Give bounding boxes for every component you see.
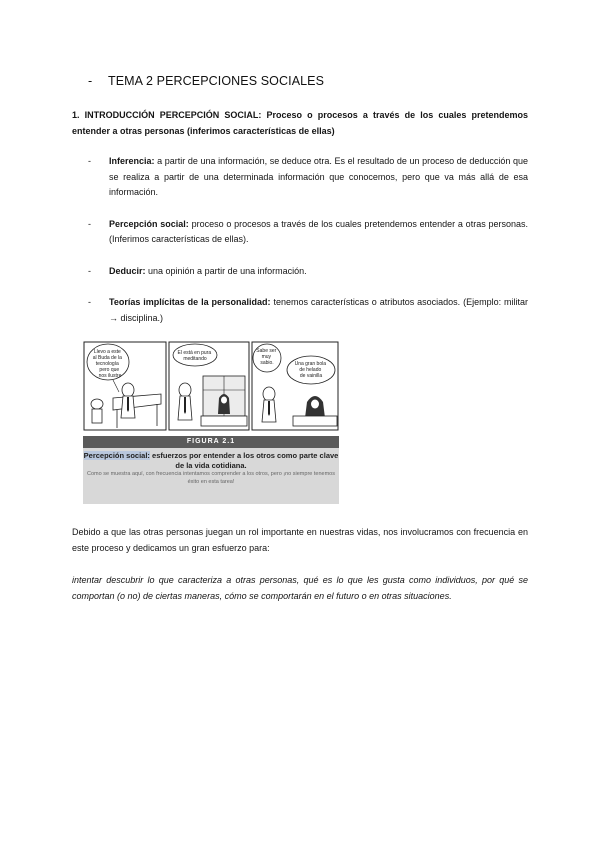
comic-figure (83, 340, 339, 504)
character-icon (178, 383, 192, 420)
bubble-text: El está en pura (177, 350, 212, 356)
list-bullet: - (88, 218, 91, 229)
bubble-text: pero que (99, 367, 120, 373)
bubble-text: tecnología (95, 361, 119, 367)
heading-bullet: - (88, 74, 93, 88)
bubble-text: al Buda de la (92, 355, 122, 361)
character-icon (218, 394, 230, 414)
term-inferencia: Inferencia: (109, 156, 155, 166)
definition-inferencia: a partir de una información, se deduce otra. Es el resultado de un proceso de deducción que se realiza a partir de una determinada información que conocemos, pero que va más allá de esa información. (109, 156, 528, 197)
bubble-text: meditando (183, 356, 207, 362)
term-percepcion-social: Percepción social: (109, 218, 189, 229)
bubble-text: Llevo a este (93, 349, 121, 355)
intro-paragraph (72, 108, 528, 139)
list-bullet: - (88, 297, 91, 307)
comic-strip (83, 340, 339, 432)
comic-panel-2 (169, 342, 249, 430)
definition-teorias-implicitas: tenemos características o atributos asociados. (Ejemplo: militar → disciplina.) (109, 297, 528, 323)
bubble-text: de vainilla (299, 373, 323, 379)
list-bullet: - (88, 265, 91, 276)
intro-label: 1. INTRODUCCIÓN PERCEPCIÓN SOCIAL: (72, 110, 262, 120)
bubble-text: muy (261, 354, 272, 360)
list-item (88, 217, 528, 248)
list-item (88, 295, 528, 326)
term-deducir: Deducir: (109, 265, 146, 276)
bubble-text: sabio. (260, 360, 274, 366)
italic-paragraph: intentar descubrir lo que caracteriza a otras personas, qué es lo que les gusta como individuos, por qué se comportan (o no) de ciertas maneras, cómo se comportarán en el futuro o en otras situaciones. (72, 575, 528, 601)
list-item (88, 154, 528, 201)
definition-percepcion-social: proceso o procesos a través de los cuales pretendemos entender a otras personas. (Inferimos características de ellas). (109, 218, 528, 244)
character-icon (121, 383, 135, 418)
bubble-text: Sabe ser (256, 348, 277, 354)
intro-text: Proceso o procesos a través de los cuales pretendemos entender a otras personas (inferimos características de ellas) (72, 110, 528, 136)
list-bullet: - (88, 156, 91, 166)
caption-main-text: esfuerzos por entender a los otros como parte clave de la vida cotidiana. (149, 451, 339, 470)
definition-deducir: una opinión a partir de una información. (145, 265, 307, 276)
caption-highlight: Percepción social: (83, 451, 150, 460)
comic-panel-1 (84, 342, 166, 430)
bullet-list (88, 154, 528, 342)
caption-small-text: Como se muestra aquí, con frecuencia intentamos comprender a los otros, pero ¡no siempre tenemos éxito en esta tarea! (87, 471, 335, 485)
figure-caption (83, 436, 339, 504)
list-item (88, 264, 528, 280)
bubble-text: nos ilustre (98, 373, 122, 379)
character-icon (262, 387, 276, 422)
term-teorias-implicitas: Teorías implícitas de la personalidad: (109, 297, 271, 307)
bubble-text: de helado (299, 367, 322, 373)
character-icon (91, 399, 103, 423)
comic-panel-3 (252, 342, 338, 430)
heading (88, 74, 324, 88)
body-paragraph: Debido a que las otras personas juegan un rol importante en nuestras vidas, nos involucramos con frecuencia en este proceso y dedicamos un gran esfuerzo para: (72, 527, 528, 553)
bubble-text: Una gran bola (294, 361, 327, 367)
page-title: TEMA 2 PERCEPCIONES SOCIALES (108, 74, 325, 88)
caption-heading: FIGURA 2.1 (83, 436, 339, 448)
caption-main (83, 451, 339, 471)
